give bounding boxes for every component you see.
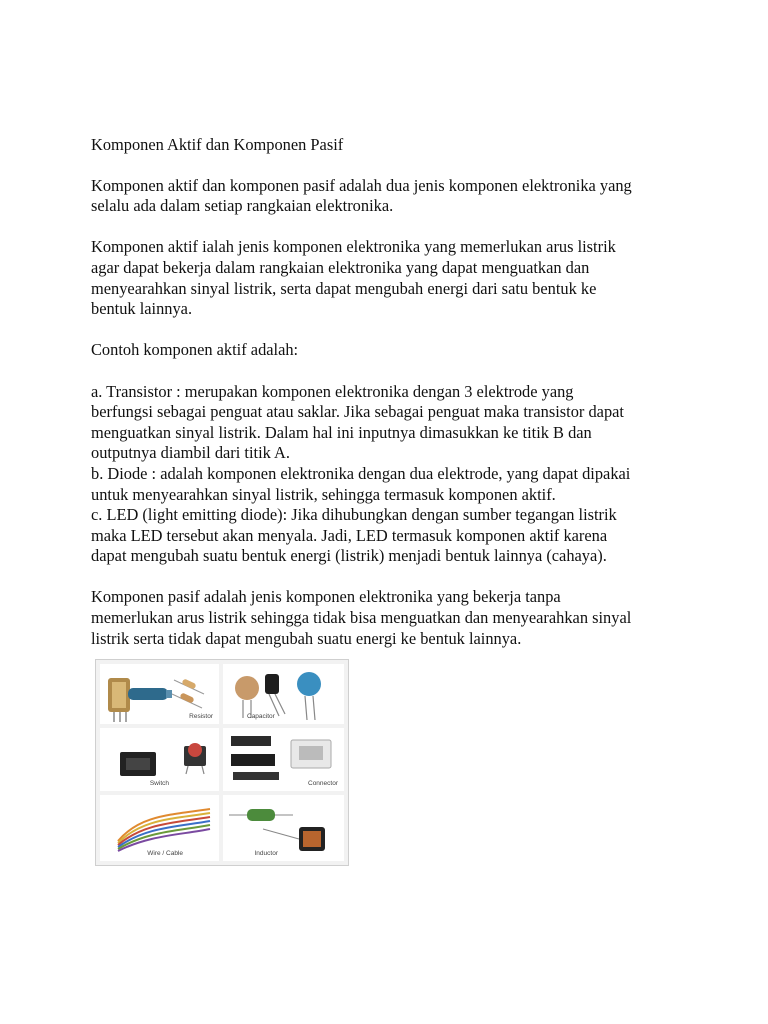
- list-line: menguatkan sinyal listrik. Dalam hal ini inputnya dimasukkan ke titik B dan: [91, 422, 592, 442]
- inductor-cell: [223, 795, 344, 861]
- inductor-label: Inductor: [254, 850, 278, 857]
- text-line: agar dapat bekerja dalam rangkaian elektronika yang dapat menguatkan dan: [91, 257, 590, 277]
- connector-cell: [223, 728, 344, 791]
- resistor-label: Resistor: [189, 713, 213, 720]
- list-line: b. Diode : adalah komponen elektronika dengan dua elektrode, yang dapat dipakai: [91, 463, 631, 483]
- examples-heading: [91, 340, 691, 361]
- wire-label: Wire / Cable: [147, 850, 183, 857]
- active-definition-paragraph: [91, 237, 691, 319]
- switch-label: Switch: [149, 780, 169, 787]
- inductor-image: [223, 795, 344, 861]
- passive-definition-paragraph: [91, 587, 691, 649]
- text-line: Komponen aktif ialah jenis komponen elektronika yang memerlukan arus listrik: [91, 237, 616, 257]
- connector-label: Connector: [308, 780, 338, 787]
- list-line: maka LED tersebut akan menyala. Jadi, LED termasuk komponen aktif karena: [91, 525, 608, 545]
- resistor-cell: [100, 664, 219, 724]
- text-line: Contoh komponen aktif adalah:: [91, 340, 299, 360]
- list-line: berfungsi sebagai penguat atau saklar. Jika sebagai penguat maka transistor dapat: [91, 402, 624, 422]
- text-line: menyearahkan sinyal listrik, serta dapat mengubah energi dari satu bentuk ke: [91, 278, 597, 298]
- document-body: [91, 135, 691, 649]
- list-line: untuk menyearahkan sinyal listrik, sehingga termasuk komponen aktif.: [91, 484, 556, 504]
- text-line: selalu ada dalam setiap rangkaian elektronika.: [91, 196, 394, 216]
- components-figure: [95, 659, 349, 866]
- text-line: bentuk lainnya.: [91, 299, 193, 319]
- switch-cell: [100, 728, 219, 791]
- wire-cell: [100, 795, 219, 861]
- capacitor-label: Capacitor: [247, 713, 275, 720]
- intro-paragraph: [91, 176, 691, 217]
- text-line: Komponen pasif adalah jenis komponen elektronika yang bekerja tanpa: [91, 587, 561, 607]
- list-line: dapat mengubah suatu bentuk energi (listrik) menjadi bentuk lainnya (cahaya).: [91, 546, 607, 566]
- text-line: memerlukan arus listrik sehingga tidak bisa menguatkan dan menyearahkan sinyal: [91, 608, 632, 628]
- examples-list: [91, 382, 691, 567]
- list-line: outputnya diambil dari titik A.: [91, 443, 290, 463]
- capacitor-cell: [223, 664, 344, 724]
- capacitor-image: [223, 664, 344, 724]
- text-line: listrik serta tidak dapat mengubah suatu energi ke bentuk lainnya.: [91, 628, 522, 648]
- list-line: c. LED (light emitting diode): Jika dihubungkan dengan sumber tegangan listrik: [91, 505, 617, 525]
- document-title: Komponen Aktif dan Komponen Pasif: [91, 135, 344, 154]
- text-line: Komponen aktif dan komponen pasif adalah dua jenis komponen elektronika yang: [91, 175, 632, 195]
- list-line: a. Transistor : merupakan komponen elektronika dengan 3 elektrode yang: [91, 381, 574, 401]
